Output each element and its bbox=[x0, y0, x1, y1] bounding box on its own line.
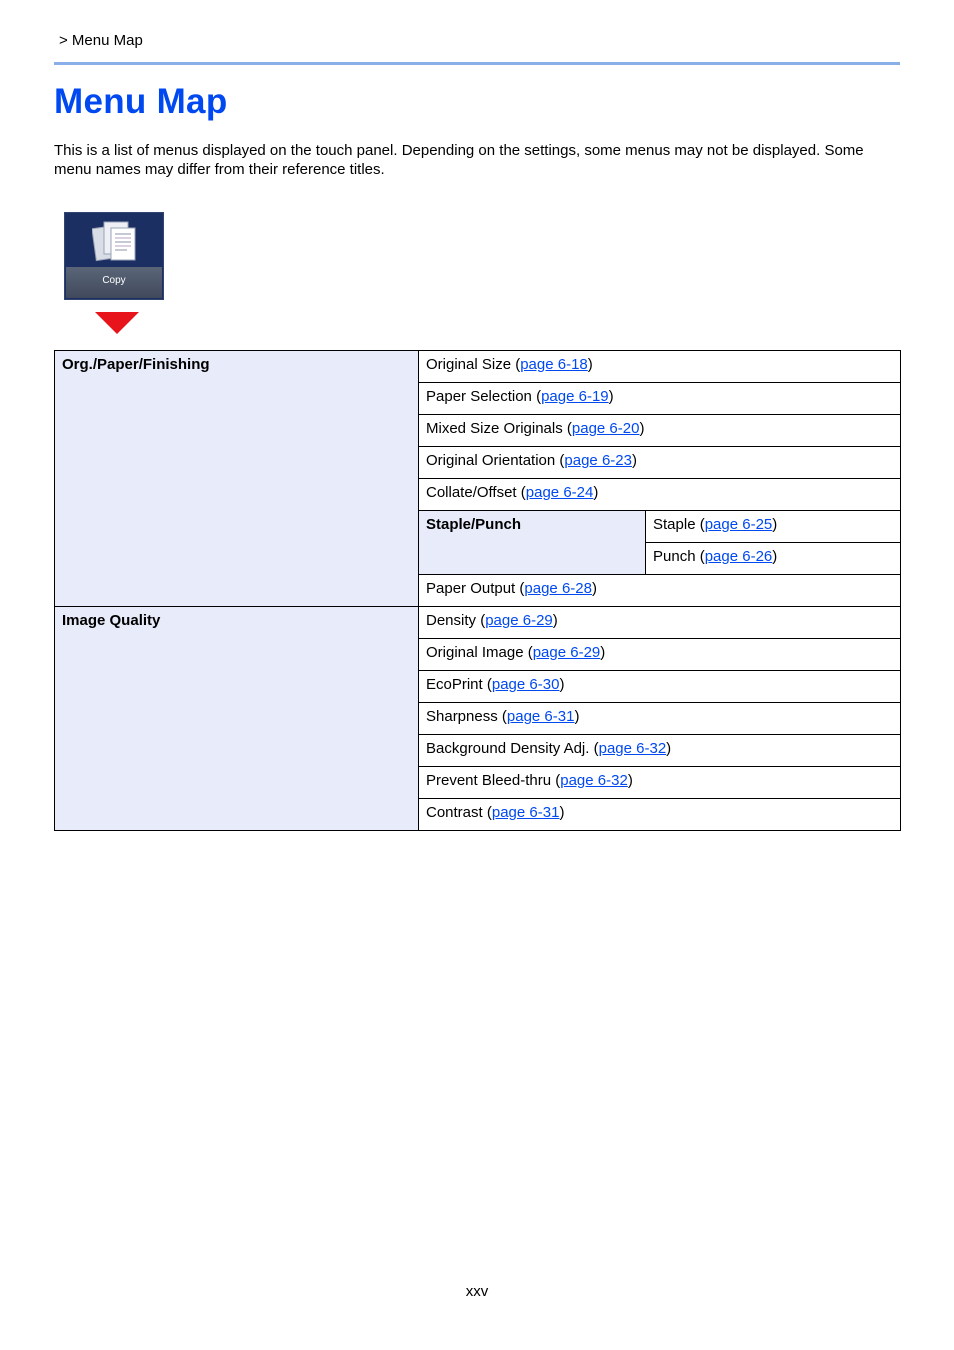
category-staple-punch: Staple/Punch bbox=[419, 511, 646, 575]
menu-item: Paper Output (page 6-28) bbox=[419, 575, 901, 607]
page-link[interactable]: page 6-30 bbox=[491, 676, 560, 693]
page-link[interactable]: page 6-23 bbox=[564, 452, 632, 469]
menu-item: Contrast (page 6-31) bbox=[419, 799, 901, 831]
page-link[interactable]: page 6-26 bbox=[704, 548, 773, 565]
menu-item-name: Original Image bbox=[426, 644, 524, 661]
menu-item-name: Density bbox=[426, 612, 477, 629]
menu-item-name: Prevent Bleed-thru bbox=[426, 772, 552, 789]
menu-item: Mixed Size Originals (page 6-20) bbox=[419, 415, 901, 447]
menu-item: Original Image (page 6-29) bbox=[419, 639, 901, 671]
menu-item-name: EcoPrint bbox=[426, 676, 483, 693]
page-link[interactable]: page 6-31 bbox=[491, 804, 560, 821]
menu-item: Background Density Adj. (page 6-32) bbox=[419, 735, 901, 767]
menu-item-name: Sharpness bbox=[426, 708, 498, 725]
menu-item-name: Contrast bbox=[426, 804, 483, 821]
menu-item-name: Punch bbox=[653, 548, 696, 565]
menu-item: Prevent Bleed-thru (page 6-32) bbox=[419, 767, 901, 799]
menu-table bbox=[54, 350, 901, 831]
copy-tile bbox=[64, 212, 164, 300]
page-link[interactable]: page 6-28 bbox=[524, 580, 592, 597]
breadcrumb: > Menu Map bbox=[59, 32, 143, 49]
table-row bbox=[55, 351, 901, 383]
menu-item: Collate/Offset (page 6-24) bbox=[419, 479, 901, 511]
down-arrow-icon bbox=[95, 312, 139, 334]
copy-documents-icon bbox=[92, 217, 138, 265]
page-number: xxv bbox=[465, 1283, 489, 1300]
page-link[interactable]: page 6-25 bbox=[704, 516, 773, 533]
menu-item-name: Original Orientation bbox=[426, 452, 556, 469]
intro-text: This is a list of menus displayed on the touch panel. Depending on the settings, some menus may not be displayed. Some menu names may differ from their reference titles. bbox=[54, 142, 864, 178]
menu-item-name: Collate/Offset bbox=[426, 484, 517, 501]
menu-item: Sharpness (page 6-31) bbox=[419, 703, 901, 735]
menu-item-name: Mixed Size Originals bbox=[426, 420, 563, 437]
category-org-paper-finishing: Org./Paper/Finishing bbox=[55, 351, 419, 607]
menu-item: Original Orientation (page 6-23) bbox=[419, 447, 901, 479]
table-row bbox=[55, 607, 901, 639]
page-link[interactable]: page 6-32 bbox=[560, 772, 628, 789]
menu-item-name: Paper Output bbox=[426, 580, 516, 597]
menu-item: Paper Selection (page 6-19) bbox=[419, 383, 901, 415]
menu-item: Staple (page 6-25) bbox=[646, 511, 901, 543]
copy-tile-label: Copy bbox=[66, 267, 162, 298]
menu-item: Density (page 6-29) bbox=[419, 607, 901, 639]
page-title: Menu Map bbox=[54, 82, 228, 121]
page-link[interactable]: page 6-20 bbox=[571, 420, 640, 437]
menu-item: Original Size (page 6-18) bbox=[419, 351, 901, 383]
menu-item-name: Paper Selection bbox=[426, 388, 532, 405]
category-image-quality: Image Quality bbox=[55, 607, 419, 831]
header-rule bbox=[54, 62, 900, 65]
menu-item: EcoPrint (page 6-30) bbox=[419, 671, 901, 703]
page-link[interactable]: page 6-32 bbox=[598, 740, 667, 757]
menu-item-name: Staple bbox=[653, 516, 696, 533]
page-link[interactable]: page 6-24 bbox=[525, 484, 594, 501]
menu-item-name: Background Density Adj. bbox=[426, 740, 590, 757]
page-link[interactable]: page 6-29 bbox=[532, 644, 601, 661]
page-link[interactable]: page 6-19 bbox=[541, 388, 609, 405]
page-link[interactable]: page 6-18 bbox=[520, 356, 588, 373]
menu-item: Punch (page 6-26) bbox=[646, 543, 901, 575]
page-link[interactable]: page 6-29 bbox=[485, 612, 553, 629]
menu-item-name: Original Size bbox=[426, 356, 512, 373]
page-link[interactable]: page 6-31 bbox=[506, 708, 575, 725]
